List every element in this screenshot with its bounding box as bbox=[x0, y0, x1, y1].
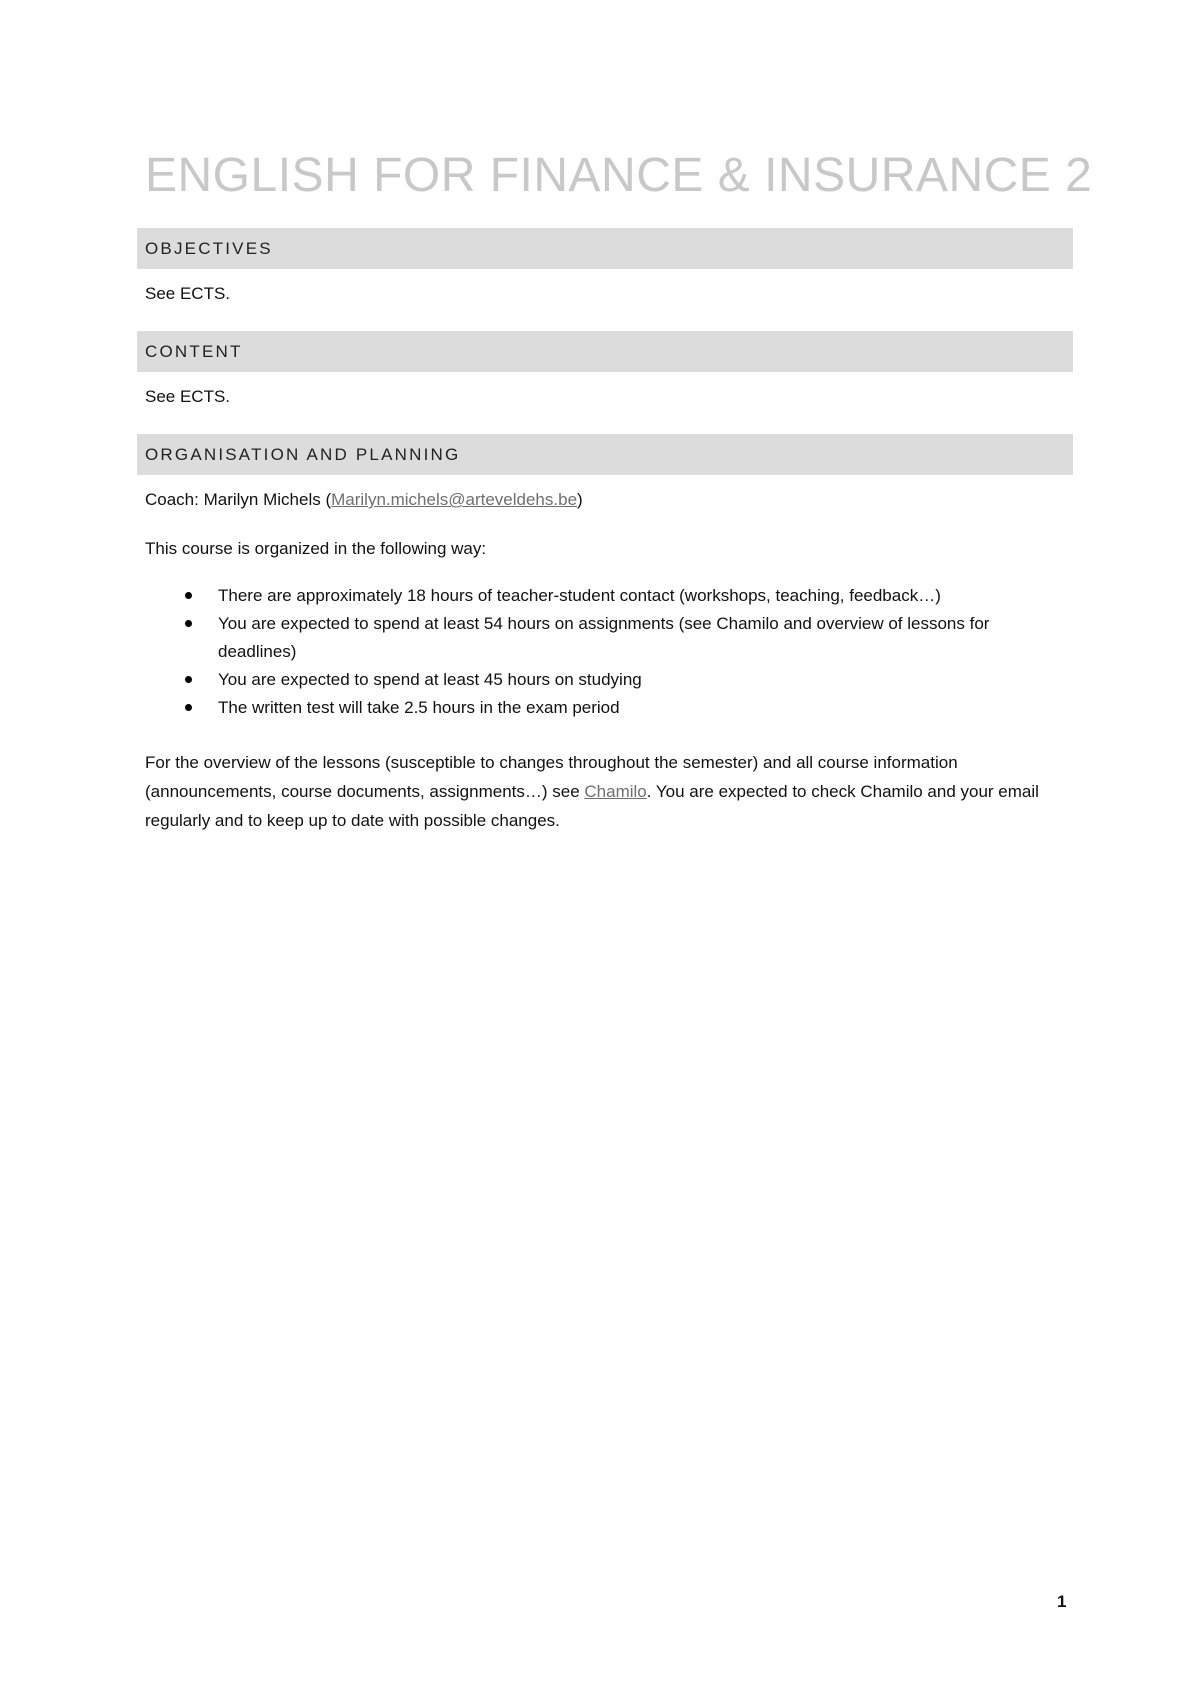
bullet-text: You are expected to spend at least 45 hours on studying bbox=[218, 670, 642, 689]
intro-text: This course is organized in the following way: bbox=[145, 539, 487, 558]
list-item bbox=[145, 666, 1065, 694]
section-heading-objectives: OBJECTIVES bbox=[137, 228, 1073, 269]
bullet-text: There are approximately 18 hours of teacher-student contact (workshops, teaching, feedback…) bbox=[218, 586, 941, 605]
bullet-icon bbox=[185, 592, 192, 599]
content-text: See ECTS. bbox=[145, 387, 231, 406]
list-item bbox=[145, 610, 1065, 666]
coach-label: Coach: Marilyn Michels ( bbox=[145, 490, 332, 509]
coach-close-paren: ) bbox=[577, 490, 583, 509]
coach-email-link[interactable]: Marilyn.michels@arteveldehs.be bbox=[331, 490, 578, 509]
organisation-bullet-list bbox=[145, 582, 1065, 722]
bullet-text: The written test will take 2.5 hours in the exam period bbox=[218, 698, 620, 717]
closing-text-before-link: For the overview of the lessons (susceptible to changes throughout the semester) and all course information (announcements, course documents, assignments…) see bbox=[145, 753, 958, 801]
bullet-icon bbox=[185, 676, 192, 683]
closing-paragraph bbox=[145, 748, 1065, 835]
bullet-icon bbox=[185, 620, 192, 627]
objectives-text: See ECTS. bbox=[145, 284, 231, 303]
coach-line bbox=[145, 490, 583, 510]
list-item bbox=[145, 582, 1065, 610]
bullet-icon bbox=[185, 704, 192, 711]
section-heading-content: CONTENT bbox=[137, 331, 1073, 372]
closing-text-after-link: . You are expected to check Chamilo and your email regularly and to keep up to date with possible changes. bbox=[145, 782, 1039, 830]
chamilo-link[interactable]: Chamilo bbox=[584, 782, 647, 801]
document-title: ENGLISH FOR FINANCE & INSURANCE 2 bbox=[145, 149, 1093, 202]
page-number: 1 bbox=[1057, 1592, 1067, 1611]
list-item bbox=[145, 694, 1065, 722]
bullet-text: You are expected to spend at least 54 hours on assignments (see Chamilo and overview of lessons for deadlines) bbox=[218, 614, 990, 661]
section-heading-organisation: ORGANISATION AND PLANNING bbox=[137, 434, 1073, 475]
